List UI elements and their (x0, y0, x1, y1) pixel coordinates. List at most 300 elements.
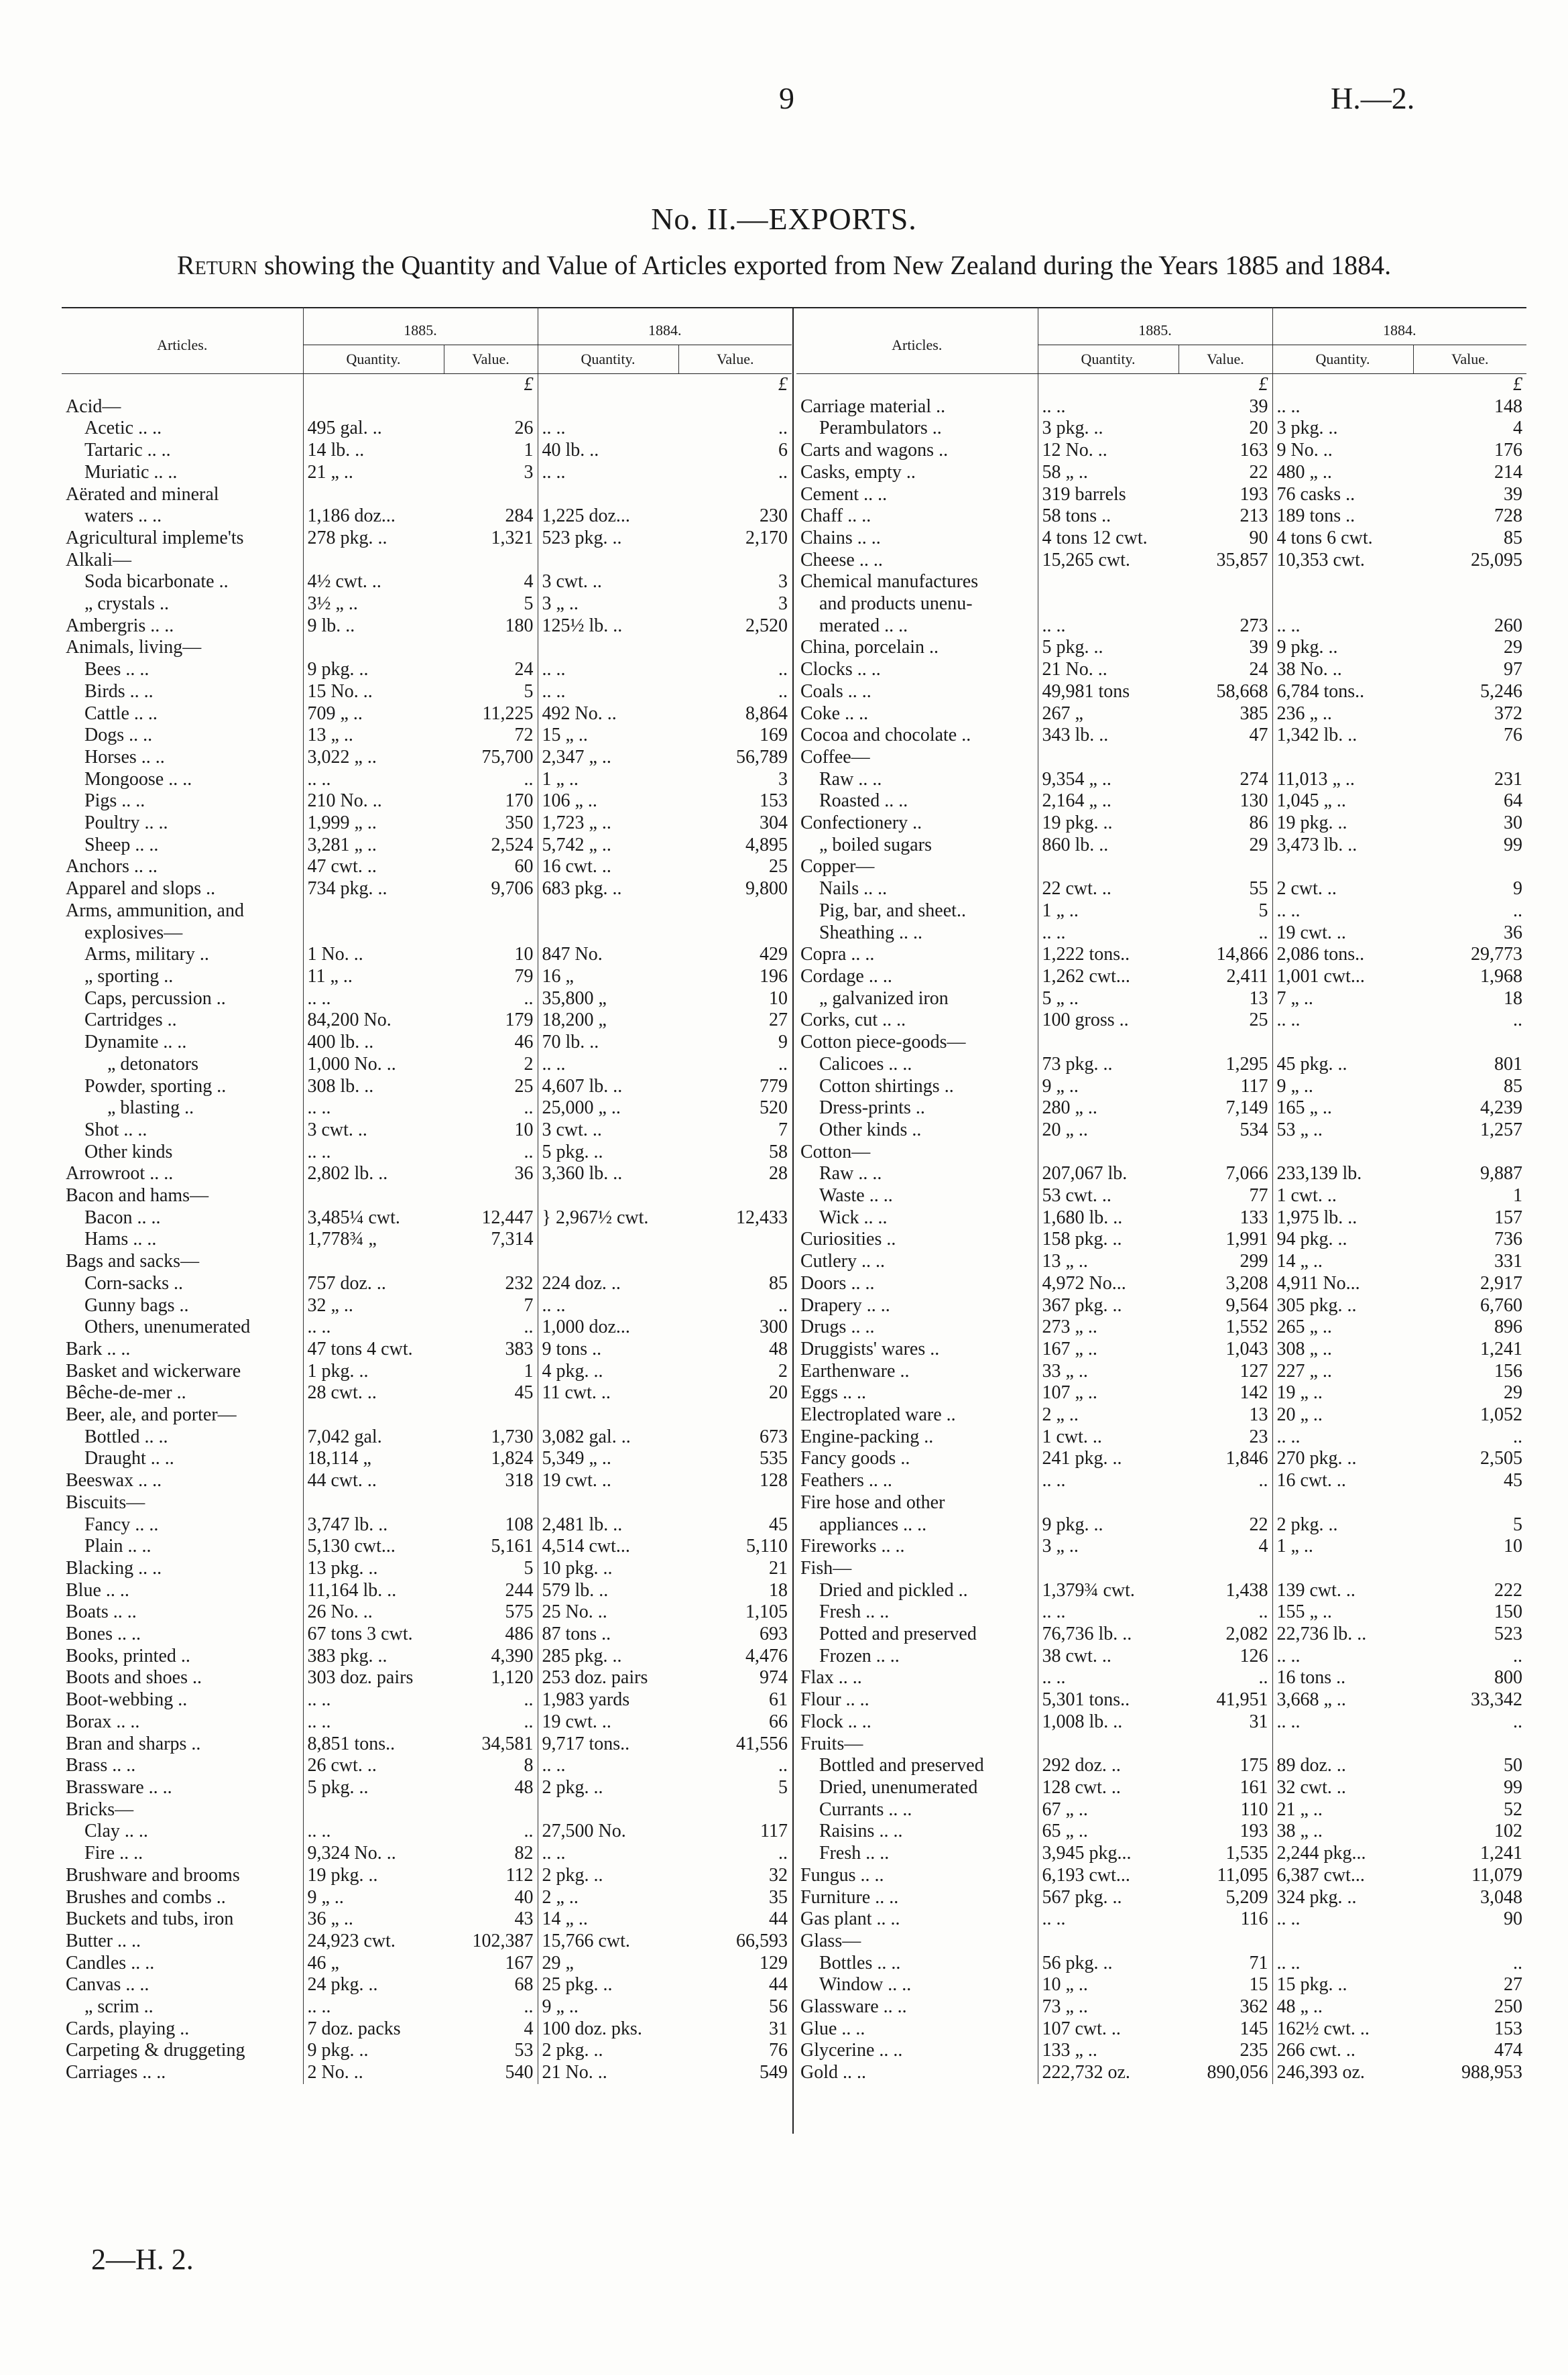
quantity-1885: 73 pkg. .. (1038, 1054, 1179, 1076)
quantity-1884: 40 lb. .. (542, 440, 599, 461)
table-row (62, 1229, 792, 1251)
value-1885: 31 (1179, 1711, 1272, 1733)
table-row (796, 1185, 1526, 1207)
article-name: Chemical manufactures (800, 571, 979, 593)
quantity-1885: 19 pkg. .. (1038, 812, 1179, 835)
quantity-1884: 27,500 No. (542, 1821, 626, 1842)
quantity-1885: 1 cwt. .. (1038, 1426, 1179, 1449)
quantity-1884: 11,013 „ .. (1276, 768, 1355, 790)
value-1885: 213 (1179, 505, 1272, 528)
quantity-1884: 683 pkg. .. (542, 878, 622, 900)
quantity-1885: 9 pkg. .. (1038, 1514, 1179, 1536)
value-1885: 29 (1179, 835, 1272, 857)
table-row (62, 1251, 792, 1273)
quantity-1884 (1272, 856, 1413, 878)
article-name: waters .. .. (84, 505, 162, 527)
article-name: Gunny bags .. (84, 1294, 189, 1316)
quantity-1884: .. .. (1276, 900, 1301, 921)
value-1885: 2,411 (1179, 966, 1272, 988)
quantity-1884: .. .. (1276, 395, 1301, 417)
article-name: Sheathing .. .. (819, 922, 922, 943)
value-1885: 1,535 (1179, 1843, 1272, 1865)
article-name: Glue .. .. (800, 2018, 865, 2039)
table-row (796, 835, 1526, 857)
value-1885: 4 (444, 571, 538, 593)
quantity-1884: 3,473 lb. .. (1276, 834, 1358, 855)
quantity-1884: 19 cwt. .. (1276, 922, 1346, 943)
value-1885: 273 (1179, 615, 1272, 637)
subtitle-text: showing the Quantity and Value of Articles exported from New Zealand during the Years 1885 and 1884. (263, 250, 1392, 280)
value-1884: 153 (760, 790, 788, 812)
quantity-1884: 11 cwt. .. (542, 1382, 611, 1404)
quantity-1884: 1 cwt. .. (1276, 1185, 1337, 1207)
value-1885: 274 (1179, 769, 1272, 791)
quantity-1885: 2,164 „ .. (1038, 790, 1179, 812)
value-1885: .. (1179, 1470, 1272, 1492)
value-1885 (1179, 747, 1272, 769)
quantity-1884: 1 „ .. (1276, 1536, 1313, 1557)
article-name: Hams .. .. (84, 1229, 157, 1250)
quantity-1884 (1272, 747, 1413, 769)
table-row (796, 396, 1526, 418)
quantity-1885: 4 tons 12 cwt. (1038, 528, 1179, 550)
value-1884: 99 (1504, 834, 1522, 855)
quantity-1885: 3,022 „ .. (303, 747, 444, 769)
quantity-1885: 167 „ .. (1038, 1339, 1179, 1361)
article-name: Arms, ammunition, and (66, 900, 244, 921)
value-1884: 66 (769, 1711, 788, 1732)
table-row (796, 1054, 1526, 1076)
value-1884: 9 (1513, 878, 1522, 900)
value-1884: 1,241 (1480, 1338, 1522, 1359)
value-1884: 5,110 (746, 1536, 788, 1557)
value-1884: 523 (1494, 1624, 1522, 1645)
value-1885 (444, 484, 538, 506)
article-name: Glass— (800, 1930, 861, 1951)
value-1885: 145 (1179, 2018, 1272, 2041)
value-1885: .. (444, 1996, 538, 2018)
value-1884 (1413, 593, 1526, 615)
value-1885: 3,208 (1179, 1273, 1272, 1295)
article-name: Apparel and slops .. (66, 878, 216, 900)
table-row (796, 1996, 1526, 2018)
article-name: Bottles .. .. (819, 1952, 901, 1973)
quantity-1884: 38 „ .. (1276, 1821, 1323, 1842)
value-1884: 176 (1494, 440, 1522, 461)
quantity-1885: 8,851 tons.. (303, 1733, 444, 1756)
value-1885: 5,161 (444, 1536, 538, 1558)
quantity-1884: 2 pkg. .. (542, 2040, 603, 2061)
value-1884: 50 (1504, 1755, 1522, 1776)
quantity-1885: 1,778¾ „ (303, 1229, 444, 1251)
value-1884: 97 (1504, 659, 1522, 680)
table-row (796, 1843, 1526, 1865)
value-1884: 27 (1504, 1974, 1522, 1996)
quantity-1884: .. .. (542, 1843, 566, 1864)
article-name: Fire .. .. (84, 1843, 143, 1864)
table-row (62, 1711, 792, 1733)
value-1885: 5 (444, 1558, 538, 1580)
article-name: Caps, percussion .. (84, 987, 226, 1009)
quantity-1884: 9 tons .. (542, 1338, 602, 1359)
value-1885: 7,066 (1179, 1163, 1272, 1185)
table-row (796, 593, 1526, 615)
value-1884 (1413, 1733, 1526, 1756)
table-row (796, 812, 1526, 835)
table-row (796, 1733, 1526, 1756)
value-1884: 549 (760, 2062, 788, 2083)
value-1885: .. (444, 1689, 538, 1711)
article-name: Coals .. .. (800, 680, 871, 702)
quantity-1885: 36 „ .. (303, 1908, 444, 1931)
table-row (796, 1799, 1526, 1821)
value-1885: 13 (1179, 1404, 1272, 1426)
quantity-1884: 1,000 doz... (542, 1317, 630, 1338)
article-name: Cocoa and chocolate .. (800, 725, 971, 746)
pound-sign: £ (778, 374, 788, 395)
quantity-1885: .. .. (303, 1711, 444, 1733)
quantity-1885: 319 barrels (1038, 484, 1179, 506)
col-1884: 1884. (1272, 307, 1526, 345)
article-name: Dogs .. .. (84, 725, 153, 746)
quantity-1884 (1272, 1492, 1413, 1514)
quantity-1884: 18,200 „ (542, 1010, 607, 1031)
article-name: Candles .. .. (66, 1952, 155, 1973)
quantity-1884: 14 „ .. (1276, 1251, 1323, 1272)
table-row (62, 418, 792, 440)
value-1885: 235 (1179, 2040, 1272, 2062)
quantity-1885: 107 cwt. .. (1038, 2018, 1179, 2041)
quantity-1885: 280 „ .. (1038, 1097, 1179, 1119)
value-1884: 9,800 (745, 878, 788, 900)
article-name: Fruits— (800, 1733, 863, 1754)
article-name: Ambergris .. .. (66, 615, 174, 636)
quantity-1884: 139 cwt. .. (1276, 1579, 1355, 1601)
value-1885: 75,700 (444, 747, 538, 769)
quantity-1884: .. .. (542, 659, 566, 680)
table-row (62, 1580, 792, 1602)
value-1884 (1413, 1492, 1526, 1514)
article-name: Glassware .. .. (800, 1996, 907, 2018)
value-1885: 170 (444, 790, 538, 812)
article-name: Copra .. .. (800, 944, 875, 965)
quantity-1884 (1272, 1558, 1413, 1580)
value-1885: 1,846 (1179, 1448, 1272, 1470)
value-1885: 117 (1179, 1076, 1272, 1098)
quantity-1884: 25 pkg. .. (542, 1974, 613, 1996)
quantity-1884: 3 pkg. .. (1276, 418, 1338, 439)
quantity-1885: 73 „ .. (1038, 1996, 1179, 2018)
quantity-1885: 1,262 cwt... (1038, 966, 1179, 988)
quantity-1885 (303, 1492, 444, 1514)
quantity-1884 (538, 484, 678, 506)
quantity-1885: 308 lb. .. (303, 1076, 444, 1098)
article-name: „ scrim .. (84, 1996, 154, 2018)
table-row (62, 1207, 792, 1229)
article-name: Gold .. .. (800, 2062, 866, 2083)
table-row (796, 1887, 1526, 1909)
quantity-1884 (538, 1229, 678, 1251)
article-name: Window .. .. (819, 1974, 912, 1996)
value-1885: .. (1179, 922, 1272, 945)
quantity-1885 (303, 484, 444, 506)
article-name: Glycerine .. .. (800, 2040, 903, 2061)
table-row (62, 1361, 792, 1383)
article-name: Furniture .. .. (800, 1886, 899, 1908)
quantity-1885: 65 „ .. (1038, 1821, 1179, 1843)
value-1884: 35 (769, 1886, 788, 1908)
quantity-1884: 19 cwt. .. (542, 1711, 611, 1732)
table-row (62, 922, 792, 945)
right-rows (796, 374, 1526, 2084)
quantity-1885: .. .. (303, 1097, 444, 1119)
value-1884: 33,342 (1471, 1689, 1522, 1711)
table-row (62, 1185, 792, 1207)
table-row (62, 1953, 792, 1975)
quantity-1885: .. .. (1038, 1908, 1179, 1931)
value-1884: 76 (769, 2040, 788, 2061)
article-name: and products unenu- (819, 593, 973, 615)
quantity-1884: 155 „ .. (1276, 1601, 1332, 1623)
quantity-1885 (1038, 1032, 1179, 1054)
col-value-1885: Value. (444, 345, 538, 374)
value-1885: 102,387 (444, 1931, 538, 1953)
quantity-1885: 22 cwt. .. (1038, 878, 1179, 900)
value-1884: 673 (760, 1426, 788, 1447)
value-1885: 5 (1179, 900, 1272, 922)
value-1884: 6 (778, 440, 788, 461)
quantity-1884: 1,342 lb. .. (1276, 725, 1358, 746)
quantity-1884: } 2,967½ cwt. (542, 1207, 649, 1228)
value-1884: 2,917 (1480, 1272, 1522, 1294)
quantity-1884 (538, 1251, 678, 1273)
value-1884 (678, 1229, 792, 1251)
value-1885: 10 (444, 944, 538, 966)
quantity-1885: 9 pkg. .. (303, 659, 444, 681)
value-1885: 7 (444, 1295, 538, 1317)
value-1884: 4,476 (745, 1645, 788, 1666)
quantity-1884: .. .. (542, 680, 566, 702)
quantity-1885: 3 „ .. (1038, 1536, 1179, 1558)
page-subtitle (0, 249, 1568, 281)
quantity-1885: 5 „ .. (1038, 988, 1179, 1010)
article-name: Earthenware .. (800, 1360, 910, 1382)
table-row (62, 659, 792, 681)
quantity-1884: 266 cwt. .. (1276, 2040, 1355, 2061)
quantity-1885: 67 tons 3 cwt. (303, 1624, 444, 1646)
quantity-1885: 56 pkg. .. (1038, 1953, 1179, 1975)
article-name: Fire hose and other (800, 1491, 945, 1513)
article-name: Chaff .. .. (800, 505, 871, 527)
value-1884 (678, 1799, 792, 1821)
value-1884 (678, 1251, 792, 1273)
value-1884: 372 (1494, 703, 1522, 724)
quantity-1885 (1038, 747, 1179, 769)
value-1884: .. (1513, 900, 1522, 921)
value-1885 (444, 1492, 538, 1514)
value-1884: 693 (760, 1624, 788, 1645)
quantity-1884: 4 tons 6 cwt. (1276, 527, 1373, 548)
value-1885 (1179, 1142, 1272, 1164)
article-name: Corks, cut .. .. (800, 1010, 906, 1031)
article-name: „ crystals .. (84, 593, 169, 615)
quantity-1884: 5 pkg. .. (542, 1141, 603, 1162)
value-1885: 60 (444, 856, 538, 878)
article-name: Cement .. .. (800, 483, 888, 505)
quantity-1885 (303, 1251, 444, 1273)
quantity-1884: 14 „ .. (542, 1908, 588, 1930)
article-name: Raw .. .. (819, 768, 882, 790)
quantity-1884 (1272, 1142, 1413, 1164)
quantity-1884 (538, 922, 678, 945)
quantity-1885 (303, 396, 444, 418)
quantity-1884: 94 pkg. .. (1276, 1229, 1347, 1250)
table-row (796, 1317, 1526, 1339)
value-1885 (444, 1799, 538, 1821)
table-row (62, 878, 792, 900)
value-1884: .. (1513, 1711, 1522, 1732)
value-1885: 25 (1179, 1010, 1272, 1032)
value-1884: 779 (760, 1075, 788, 1097)
table-row (62, 1273, 792, 1295)
value-1884: 29 (1504, 1382, 1522, 1404)
value-1884: 27 (769, 1010, 788, 1031)
quantity-1885: 24,923 cwt. (303, 1931, 444, 1953)
table-row (796, 1119, 1526, 1142)
quantity-1885: 210 No. .. (303, 790, 444, 812)
quantity-1884 (538, 1492, 678, 1514)
quantity-1885: 495 gal. .. (303, 418, 444, 440)
quantity-1884: 19 pkg. .. (1276, 812, 1347, 834)
quantity-1885: 7,042 gal. (303, 1426, 444, 1449)
article-name: Eggs .. .. (800, 1382, 866, 1404)
quantity-1885: 133 „ .. (1038, 2040, 1179, 2062)
table-row (62, 769, 792, 791)
table-row (796, 1601, 1526, 1624)
value-1885: 193 (1179, 484, 1272, 506)
value-1885: .. (444, 1711, 538, 1733)
quantity-1885: 2 No. .. (303, 2062, 444, 2084)
table-row (62, 484, 792, 506)
article-name: Flock .. .. (800, 1711, 871, 1732)
article-name: Cheese .. .. (800, 549, 883, 570)
table-row (62, 505, 792, 528)
article-name: Raw .. .. (819, 1163, 882, 1184)
value-1884: 1,052 (1480, 1404, 1522, 1426)
value-1884 (678, 484, 792, 506)
value-1885: 45 (444, 1382, 538, 1404)
quantity-1884: 89 doz. .. (1276, 1755, 1346, 1776)
quantity-1885: 15 No. .. (303, 681, 444, 703)
quantity-1884: 25,000 „ .. (542, 1097, 621, 1119)
quantity-1884: .. .. (1276, 615, 1301, 636)
table-row (62, 615, 792, 637)
table-row (62, 528, 792, 550)
quantity-1885: 273 „ .. (1038, 1317, 1179, 1339)
value-1884: 150 (1494, 1601, 1522, 1623)
value-1884: 76 (1504, 725, 1522, 746)
quantity-1885: .. .. (303, 1317, 444, 1339)
value-1885: 1,295 (1179, 1054, 1272, 1076)
quantity-1884: 5,742 „ .. (542, 834, 611, 855)
table-row (62, 1974, 792, 1996)
quantity-1884: 492 No. .. (542, 703, 617, 724)
value-1885: 36 (444, 1163, 538, 1185)
value-1885: 25 (444, 1076, 538, 1098)
value-1884: 474 (1494, 2040, 1522, 2061)
col-value-1884: Value. (678, 345, 792, 374)
quantity-1885: 222,732 oz. (1038, 2062, 1179, 2084)
quantity-1885: 343 lb. .. (1038, 725, 1179, 747)
article-name: Blue .. .. (66, 1579, 129, 1601)
table-row (796, 922, 1526, 945)
table-row (62, 1010, 792, 1032)
article-name: Doors .. .. (800, 1272, 875, 1294)
table-divider (792, 307, 794, 2134)
value-1884: 10 (1504, 1536, 1522, 1557)
quantity-1885: 11 „ .. (303, 966, 444, 988)
quantity-1884: 285 pkg. .. (542, 1645, 622, 1666)
quantity-1884: 4,911 No... (1276, 1272, 1360, 1294)
quantity-1884: 32 cwt. .. (1276, 1777, 1346, 1798)
quantity-1885: 13 „ .. (1038, 1251, 1179, 1273)
quantity-1884: 579 lb. .. (542, 1579, 609, 1601)
value-1885: 20 (1179, 418, 1272, 440)
article-name: Bricks— (66, 1799, 134, 1820)
value-1884 (678, 637, 792, 659)
quantity-1884: 16 tons .. (1276, 1667, 1346, 1689)
value-1884: 331 (1494, 1251, 1522, 1272)
article-name: Fireworks .. .. (800, 1536, 905, 1557)
value-1884: 231 (1494, 768, 1522, 790)
quantity-1884: 87 tons .. (542, 1624, 611, 1645)
quantity-1885: 1,999 „ .. (303, 812, 444, 835)
article-name: Pig, bar, and sheet.. (819, 900, 966, 921)
article-name: Clocks .. .. (800, 659, 881, 680)
value-1884 (678, 1492, 792, 1514)
quantity-1884: 76 casks .. (1276, 483, 1355, 505)
table-row (62, 2018, 792, 2041)
table-row (796, 1667, 1526, 1689)
quantity-1885: 100 gross .. (1038, 1010, 1179, 1032)
value-1884: 5,246 (1480, 680, 1522, 702)
value-1884: 148 (1494, 395, 1522, 417)
value-1885: 5 (444, 593, 538, 615)
article-name: Horses .. .. (84, 746, 165, 768)
article-name: Poultry .. .. (84, 812, 168, 834)
table-row (62, 1076, 792, 1098)
article-name: Coffee— (800, 746, 870, 768)
article-name: Coke .. .. (800, 703, 869, 724)
quantity-1885: 76,736 lb. .. (1038, 1624, 1179, 1646)
value-1884: 102 (1494, 1821, 1522, 1842)
quantity-1885: 107 „ .. (1038, 1382, 1179, 1404)
article-name: Currants .. .. (819, 1799, 912, 1820)
quantity-1885: 367 pkg. .. (1038, 1295, 1179, 1317)
table-row (62, 1558, 792, 1580)
quantity-1885: .. .. (303, 988, 444, 1010)
value-1885: 362 (1179, 1996, 1272, 2018)
quantity-1884: 308 „ .. (1276, 1338, 1332, 1359)
article-name: Perambulators .. (819, 418, 942, 439)
quantity-1884: 1,723 „ .. (542, 812, 611, 834)
value-1884: 5 (1513, 1514, 1522, 1535)
value-1885: 1,824 (444, 1448, 538, 1470)
table-row (62, 1404, 792, 1426)
article-name: Arms, military .. (84, 944, 209, 965)
value-1885: 79 (444, 966, 538, 988)
col-1884: 1884. (538, 307, 792, 345)
